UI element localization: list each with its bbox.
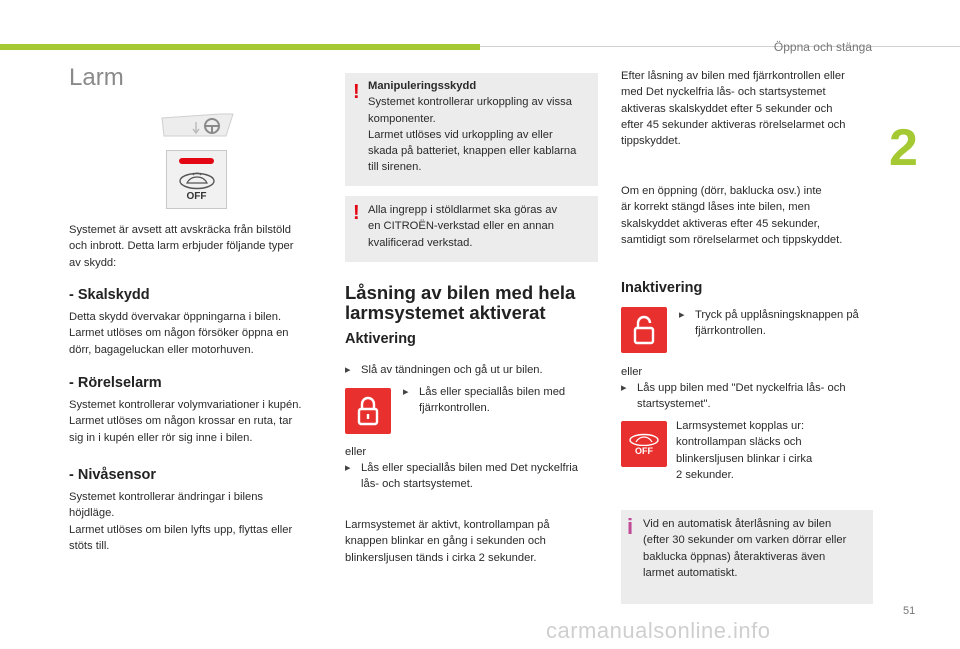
text-line: är korrekt stängd låses inte bilen, men (621, 201, 811, 214)
info-box-auto-relock (621, 510, 873, 604)
lock-button-icon (345, 388, 391, 434)
step-text: startsystemet". (637, 398, 711, 411)
text-line: kvalificerad verkstad. (368, 236, 473, 249)
off-label: OFF (186, 191, 207, 202)
skalskydd-text (69, 309, 329, 358)
step-keyless-lock (345, 460, 610, 493)
text-line: samtidigt som rörelselarmet och tippskyddet. (621, 233, 843, 246)
step-text: Lås eller speciallås bilen med (419, 386, 566, 398)
text-line: Detta skydd övervakar öppningarna i bilen. (69, 311, 282, 323)
padlock-open-icon (632, 315, 656, 345)
warning-title: Manipuleringsskydd (368, 80, 477, 92)
warning-icon: ! (353, 81, 360, 103)
unlock-button-icon (621, 307, 667, 353)
text-line: (efter 30 sekunder om varken dörrar eller (643, 534, 847, 547)
bullet-icon: ▸ (621, 382, 627, 394)
step-keyless-unlock (621, 380, 881, 413)
text-line: Efter låsning av bilen med fjärrkontrollen eller (621, 70, 845, 82)
step-remote-unlock (679, 307, 879, 340)
bullet-icon: ▸ (345, 462, 351, 474)
text-line: baklucka öppnas) återaktiveras även (643, 550, 826, 563)
warning-box-workshop (345, 196, 598, 262)
page-number: 51 (903, 605, 916, 617)
alarm-off-button-icon (621, 421, 667, 467)
text-line: Systemet är avsett att avskräcka från bilstöld (69, 224, 291, 236)
header-accent-bar (0, 44, 480, 50)
subheading-deactivation: Inaktivering (621, 280, 703, 296)
rorelselarm-text (69, 397, 331, 446)
warning-text (368, 202, 598, 251)
page-title: Larm (69, 64, 124, 91)
text-line: Vid en automatisk återlåsning av bilen (643, 518, 832, 530)
text-line: till sirenen. (368, 161, 422, 174)
text-line: sig in i kupén eller rör sig inne i bilen. (69, 431, 253, 444)
warning-icon: ! (353, 202, 360, 224)
text-line: en CITROËN-verkstad eller en annan (368, 220, 554, 233)
info-icon: i (627, 514, 634, 539)
step-text: Slå av tändningen och gå ut ur bilen. (361, 364, 543, 376)
bullet-icon: ▸ (345, 364, 351, 376)
bullet-icon: ▸ (403, 386, 409, 398)
warning-text (368, 78, 598, 176)
or-text: eller (345, 446, 367, 458)
alarm-button-illustration (166, 150, 227, 209)
text-line: 2 sekunder. (676, 468, 734, 481)
text-line: Alla ingrepp i stöldlarmet ska göras av (368, 204, 558, 216)
text-line: efter 45 sekunder aktiveras rörelselarmet och (621, 118, 846, 131)
text-line: aktiveras skalskyddet efter 5 sekunder och (621, 102, 833, 115)
step-text: Lås eller speciallås bilen med Det nyckelfria (361, 462, 579, 474)
heading-rorelselarm: - Rörelselarm (69, 375, 162, 391)
text-line: larmet automatiskt. (643, 566, 738, 579)
header-rule (480, 46, 960, 47)
or-text: eller (621, 366, 643, 378)
step-text: lås- och startsystemet. (361, 478, 473, 491)
text-line: knappen blinkar en gång i sekunden och (345, 535, 546, 548)
heading-skalskydd: - Skalskydd (69, 287, 150, 303)
info-text (643, 516, 871, 581)
nivasensor-text (69, 489, 329, 554)
step-text: fjärrkontrollen. (695, 325, 766, 338)
open-door-paragraph (621, 183, 881, 248)
bullet-icon: ▸ (679, 309, 685, 321)
subheading-activation: Aktivering (345, 331, 416, 347)
timing-paragraph (621, 68, 881, 149)
text-line: Larmet utlöses om någon krossar en ruta, tar (69, 415, 293, 428)
deactivation-result (676, 418, 876, 483)
chapter-number: 2 (889, 119, 918, 177)
text-line: Larmet utlöses vid urkoppling av eller (368, 128, 553, 141)
text-line: skalskyddet aktiveras efter 45 sekunder, (621, 217, 820, 230)
text-line: stöts till. (69, 539, 110, 552)
off-label: OFF (635, 446, 653, 456)
step-ignition (345, 362, 605, 378)
text-line: blinkersljusen blinkar i cirka (676, 452, 813, 465)
heading-line: larmsystemet aktiverat (345, 302, 546, 323)
text-line: Systemet kontrollerar urkoppling av vissa (368, 96, 572, 109)
text-line: höjdläge. (69, 507, 115, 520)
step-text: fjärrkontrollen. (419, 402, 490, 415)
text-line: Systemet kontrollerar volymvariationer i kupén. (69, 399, 302, 411)
alarm-indicator-led (179, 158, 214, 164)
text-line: med Det nyckelfria lås- och startsystemet (621, 86, 826, 99)
car-alarm-icon (178, 171, 216, 191)
section-heading-locking (345, 283, 605, 323)
heading-nivasensor: - Nivåsensor (69, 467, 157, 483)
text-line: kontrollampan släcks och (676, 436, 802, 449)
warning-box-tamper (345, 73, 598, 186)
watermark-text: carmanualsonline.info (546, 618, 771, 643)
text-line: Om en öppning (dörr, baklucka osv.) inte (621, 185, 822, 197)
text-line: Larmsystemet är aktivt, kontrollampan på (345, 519, 550, 531)
text-line: blinkersljusen tänds i cirka 2 sekunder. (345, 551, 537, 564)
activation-result (345, 517, 605, 566)
text-line: dörr, bagageluckan eller motorhuven. (69, 343, 254, 356)
text-line: Systemet kontrollerar ändringar i bilens (69, 491, 264, 503)
intro-paragraph (69, 222, 329, 271)
text-line: av skydd: (69, 256, 117, 269)
step-remote-lock (403, 384, 603, 417)
text-line: Larmsystemet kopplas ur: (676, 420, 805, 432)
heading-line: Låsning av bilen med hela (345, 282, 576, 303)
car-alarm-icon (628, 432, 660, 446)
padlock-icon (356, 396, 380, 426)
text-line: Larmet utlöses om bilen lyfts upp, flyttas eller (69, 523, 293, 536)
section-title: Öppna och stänga (773, 40, 872, 54)
text-line: tippskyddet. (621, 135, 681, 148)
text-line: Larmet utlöses om någon försöker öppna en (69, 327, 289, 340)
ceiling-console-illustration (160, 108, 235, 138)
step-text: Lås upp bilen med "Det nyckelfria lås- och (637, 382, 846, 394)
text-line: och inbrott. Detta larm erbjuder följande typer (69, 240, 294, 253)
step-text: Tryck på upplåsningsknappen på (695, 309, 859, 321)
text-line: skada på batteriet, knappen eller kablarna (368, 145, 577, 158)
text-line: komponenter. (368, 112, 436, 125)
